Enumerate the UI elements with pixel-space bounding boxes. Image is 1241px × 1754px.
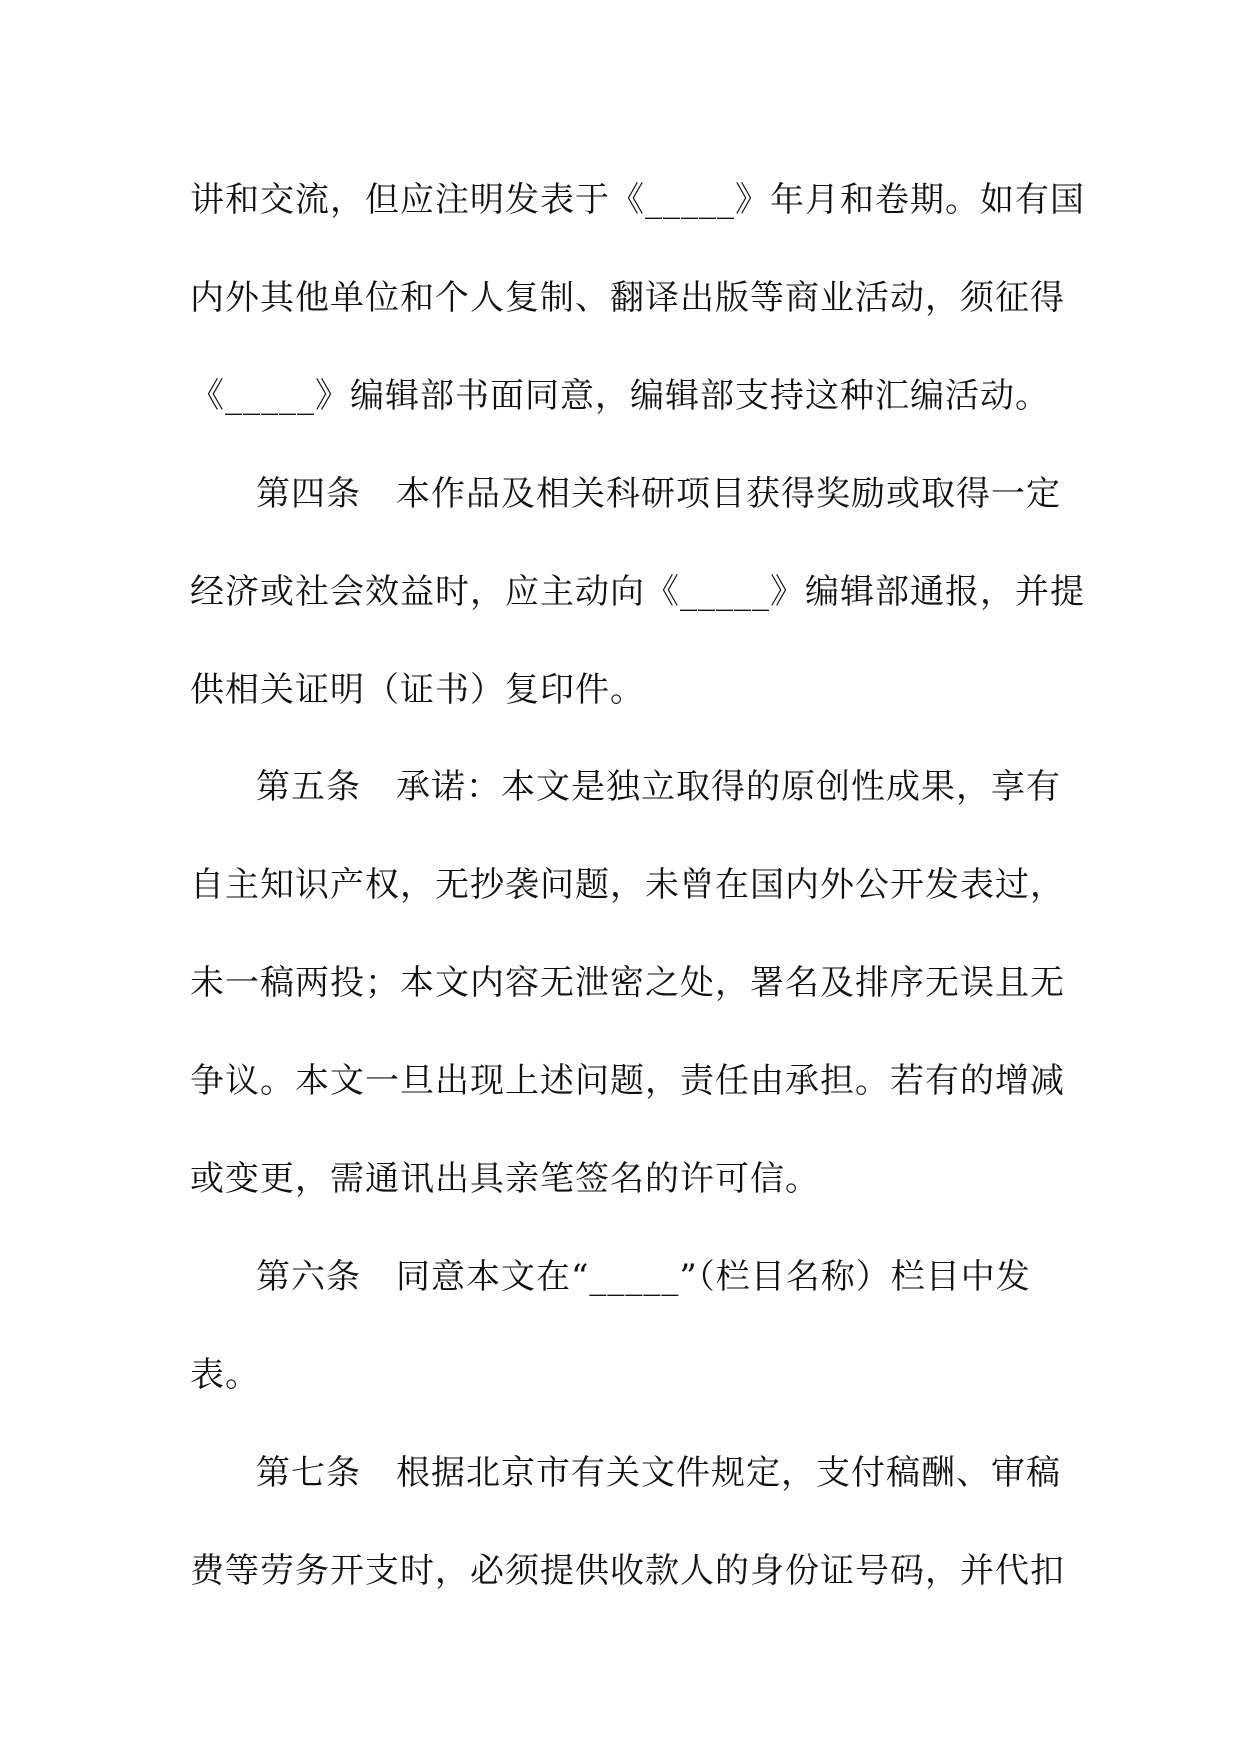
text-line-10: 争议。本文一旦出现上述问题，责任由承担。若有的增减 <box>190 1061 1065 1101</box>
text-line-1: 讲和交流，但应注明发表于《_____》年月和卷期。如有国 <box>190 180 1085 220</box>
text-line-15: 费等劳务开支时，必须提供收款人的身份证号码，并代扣 <box>190 1551 1065 1591</box>
text-line-11: 或变更，需通讯出具亲笔签名的许可信。 <box>190 1159 820 1199</box>
text-line-2: 内外其他单位和个人复制、翻译出版等商业活动，须征得 <box>190 278 1065 318</box>
article-4-heading-line: 第四条 本作品及相关科研项目获得奖励或取得一定 <box>256 474 1061 514</box>
text-line-6: 供相关证明（证书）复印件。 <box>190 670 645 710</box>
article-6-heading-line: 第六条 同意本文在“_____”（栏目名称）栏目中发 <box>256 1257 1031 1297</box>
text-line-13: 表。 <box>190 1355 260 1395</box>
article-5-heading-line: 第五条 承诺：本文是独立取得的原创性成果，享有 <box>256 767 1061 807</box>
text-line-8: 自主知识产权，无抄袭问题，未曾在国内外公开发表过， <box>190 865 1065 905</box>
article-7-heading-line: 第七条 根据北京市有关文件规定，支付稿酬、审稿 <box>256 1453 1061 1493</box>
text-line-5: 经济或社会效益时，应主动向《_____》编辑部通报，并提 <box>190 572 1085 612</box>
text-line-3: 《_____》编辑部书面同意，编辑部支持这种汇编活动。 <box>190 376 1050 416</box>
text-line-9: 未一稿两投；本文内容无泄密之处，署名及排序无误且无 <box>190 963 1065 1003</box>
